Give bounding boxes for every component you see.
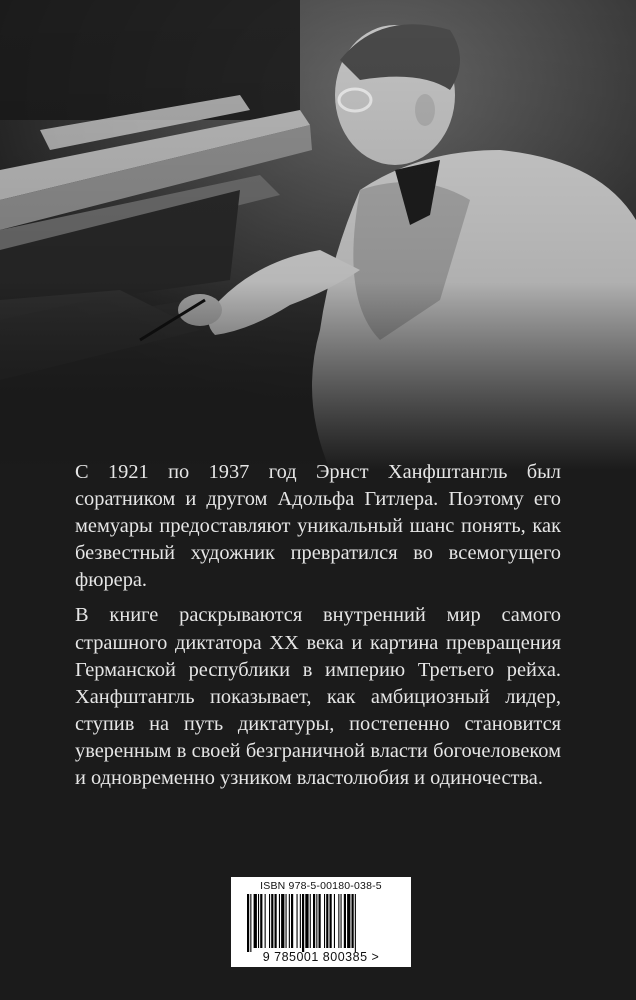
isbn-barcode (231, 877, 411, 967)
book-description (75, 459, 561, 800)
description-paragraph-1: С 1921 по 1937 год Эрнст Ханфштангль был соратником и другом Адольфа Гитлера. Поэтому его мемуары предоставляют уникальный шанс понять, как безвестный художник превратился во всемогущего фюрера. (75, 461, 561, 592)
isbn-label: ISBN 978-5-00180-038-5 (260, 880, 382, 892)
description-paragraph-2: В книге раскрываются внутренний мир самого страшного диктатора XX века и картина превращения Германской республики в империю Третьего рейха. Ханфштангль показывает, как амбициозный лидер, ступив на путь диктатуры, постепенно становится уверенным в своей безграничной власти богочеловеком и одновременно узником властолюбия и одиночества. (75, 604, 561, 790)
cover-photo (0, 0, 636, 470)
barcode-digits: 9 785001 800385 > (262, 950, 380, 964)
